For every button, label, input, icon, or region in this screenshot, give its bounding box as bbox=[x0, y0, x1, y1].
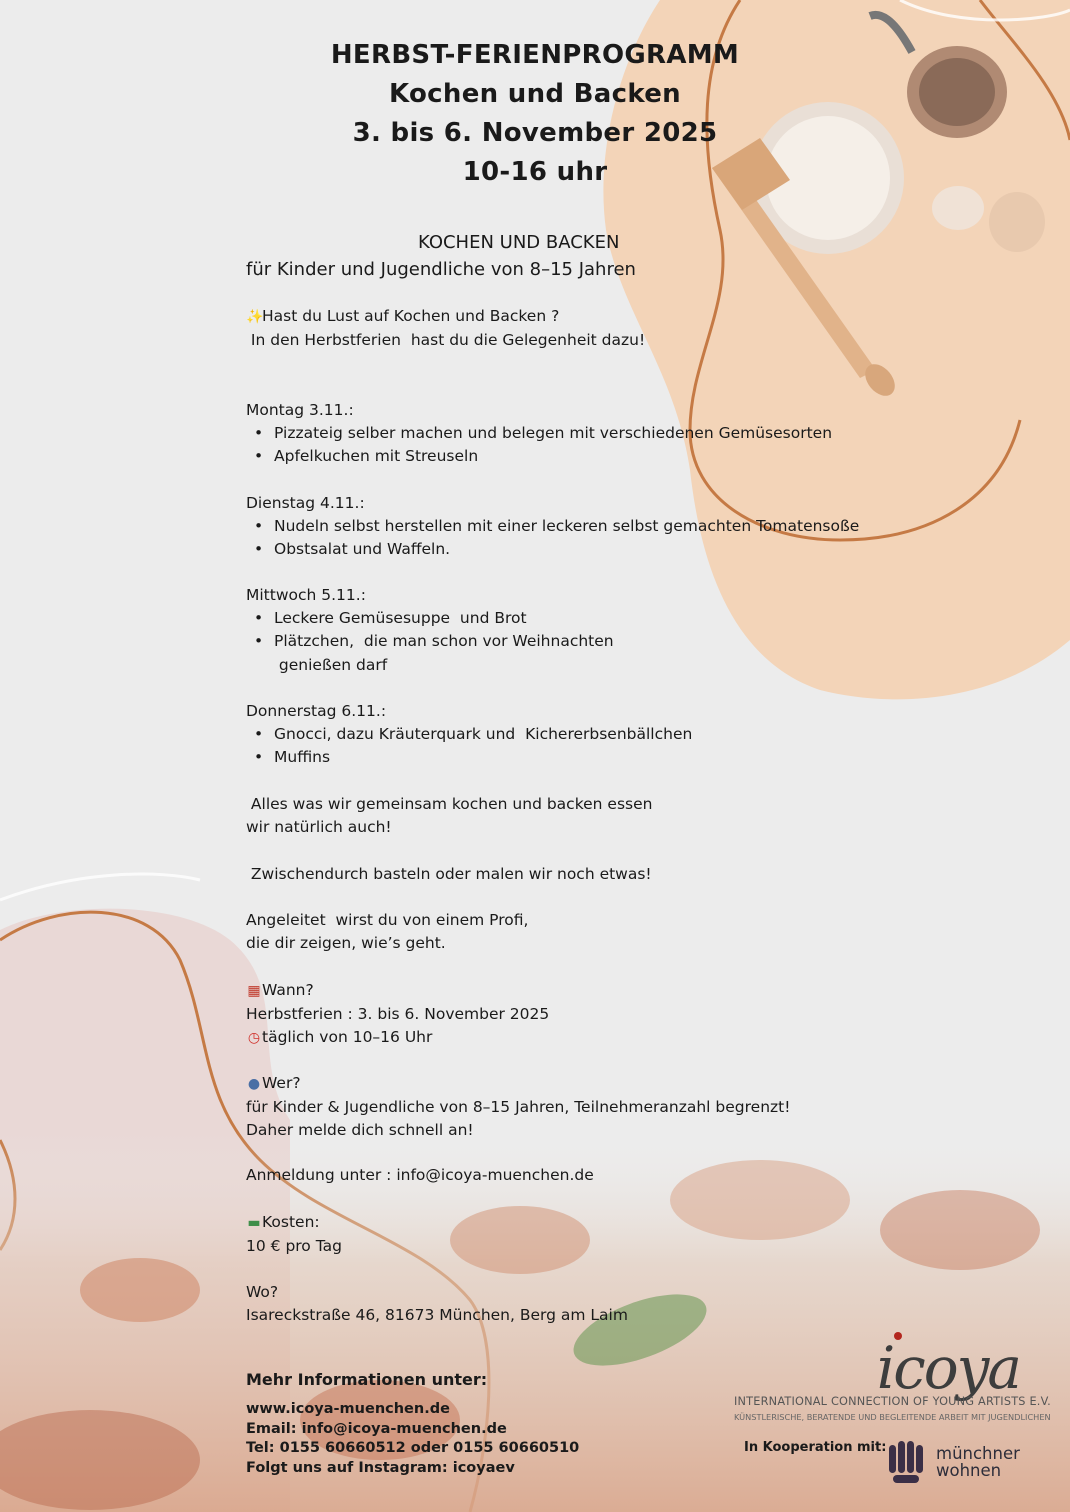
who-label: Wer? bbox=[262, 1074, 301, 1092]
money-icon: ▬ bbox=[247, 1215, 261, 1231]
calendar-icon: ▦ bbox=[247, 983, 261, 999]
partner-name-line: münchner bbox=[936, 1444, 1020, 1463]
contact-block bbox=[246, 1400, 579, 1478]
section-heading bbox=[246, 229, 636, 283]
who-block bbox=[246, 1072, 790, 1143]
day-wednesday bbox=[246, 584, 614, 677]
guide-note-line: Angeleitet wirst du von einem Profi, bbox=[246, 911, 529, 929]
day-heading: Donnerstag 6.11.: bbox=[246, 702, 387, 720]
section-title: KOCHEN UND BACKEN bbox=[418, 232, 620, 253]
phone-text: Tel: 0155 60660512 oder 0155 60660510 bbox=[246, 1440, 580, 1456]
list-item-continuation: genießen darf bbox=[274, 655, 388, 674]
costs-label: Kosten: bbox=[262, 1213, 320, 1231]
day-heading: Mittwoch 5.11.: bbox=[246, 586, 366, 604]
where-block bbox=[246, 1281, 628, 1327]
day-heading: Montag 3.11.: bbox=[246, 401, 354, 419]
people-icon: ● bbox=[247, 1076, 261, 1092]
clock-icon: ◷ bbox=[247, 1030, 261, 1047]
logo-description: KÜNSTLERISCHE, BERATENDE UND BEGLEITENDE ARBEIT MIT JUGENDLICHEN bbox=[734, 1412, 1051, 1422]
day-thursday bbox=[246, 700, 692, 770]
partner-name-line: wohnen bbox=[936, 1461, 1002, 1480]
logo-wordmark: icoya bbox=[876, 1334, 1020, 1402]
who-text: für Kinder & Jugendliche von 8–15 Jahren, Teilnehmeranzahl begrenzt! bbox=[246, 1098, 791, 1117]
day-tuesday bbox=[246, 492, 859, 562]
guide-note bbox=[246, 909, 528, 955]
icoya-logo bbox=[732, 1328, 1051, 1428]
logo-tagline: INTERNATIONAL CONNECTION OF YOUNG ARTISTS E.V. bbox=[734, 1395, 1051, 1408]
list-item: • Obstsalat und Waffeln. bbox=[246, 538, 859, 561]
intro-text: In den Herbstferien hast du die Gelegenheit dazu! bbox=[246, 331, 646, 350]
registration-block bbox=[246, 1164, 594, 1187]
cooperation-label: In Kooperation mit: bbox=[744, 1440, 887, 1455]
guide-note-line: die dir zeigen, wie’s geht. bbox=[246, 934, 446, 953]
email-link[interactable]: Email: info@icoya-muenchen.de bbox=[246, 1420, 507, 1437]
when-block bbox=[246, 979, 549, 1051]
program-dates: 3. bis 6. November 2025 bbox=[352, 118, 718, 148]
program-subtitle: Kochen und Backen bbox=[389, 79, 681, 109]
costs-value: 10 € pro Tag bbox=[246, 1237, 342, 1256]
more-info-heading: Mehr Informationen unter: bbox=[246, 1370, 488, 1389]
costs-block bbox=[246, 1211, 342, 1258]
list-item: • Muffins bbox=[246, 746, 692, 769]
intro-question: Hast du Lust auf Kochen und Backen ? bbox=[262, 307, 560, 325]
program-hours: 10-16 uhr bbox=[462, 157, 608, 187]
muenchner-wohnen-logo-icon bbox=[889, 1441, 923, 1485]
day-monday bbox=[246, 399, 832, 469]
where-address: Isareckstraße 46, 81673 München, Berg am Laim bbox=[246, 1306, 628, 1325]
craft-note-line: Zwischendurch basteln oder malen wir noch etwas! bbox=[246, 865, 652, 883]
list-item: • Nudeln selbst herstellen mit einer leckeren selbst gemachten Tomatensoße bbox=[246, 515, 859, 538]
list-item: • Pizzateig selber machen und belegen mit verschiedenen Gemüsesorten bbox=[246, 422, 832, 445]
list-item: • Plätzchen, die man schon vor Weihnachten bbox=[246, 630, 614, 653]
program-title: HERBST-FERIENPROGRAMM bbox=[330, 40, 740, 70]
who-text: Daher melde dich schnell an! bbox=[246, 1121, 474, 1140]
intro-block bbox=[246, 305, 645, 352]
instagram-text: Folgt uns auf Instagram: icoyaev bbox=[246, 1459, 515, 1476]
eat-note-line: wir natürlich auch! bbox=[246, 818, 392, 837]
when-dates: Herbstferien : 3. bis 6. November 2025 bbox=[246, 1005, 550, 1024]
where-label: Wo? bbox=[246, 1283, 279, 1301]
sparkles-icon: ✨ bbox=[246, 309, 264, 325]
eat-note-line: Alles was wir gemeinsam kochen und backen essen bbox=[246, 795, 653, 813]
audience-text: für Kinder und Jugendliche von 8–15 Jahren bbox=[246, 259, 636, 280]
eat-note bbox=[246, 793, 652, 839]
list-item: • Gnocci, dazu Kräuterquark und Kichererbsenbällchen bbox=[246, 723, 692, 746]
craft-note bbox=[246, 863, 652, 886]
list-item: • Apfelkuchen mit Streuseln bbox=[246, 445, 832, 468]
when-time: täglich von 10–16 Uhr bbox=[262, 1028, 433, 1047]
partner-name bbox=[936, 1445, 1020, 1479]
website-link[interactable]: www.icoya-muenchen.de bbox=[246, 1401, 450, 1417]
registration-text[interactable]: Anmeldung unter : info@icoya-muenchen.de bbox=[246, 1166, 594, 1184]
when-label: Wann? bbox=[262, 981, 314, 999]
list-item: • Leckere Gemüsesuppe und Brot bbox=[246, 607, 614, 630]
flyer-header bbox=[0, 36, 1070, 192]
day-heading: Dienstag 4.11.: bbox=[246, 494, 365, 512]
